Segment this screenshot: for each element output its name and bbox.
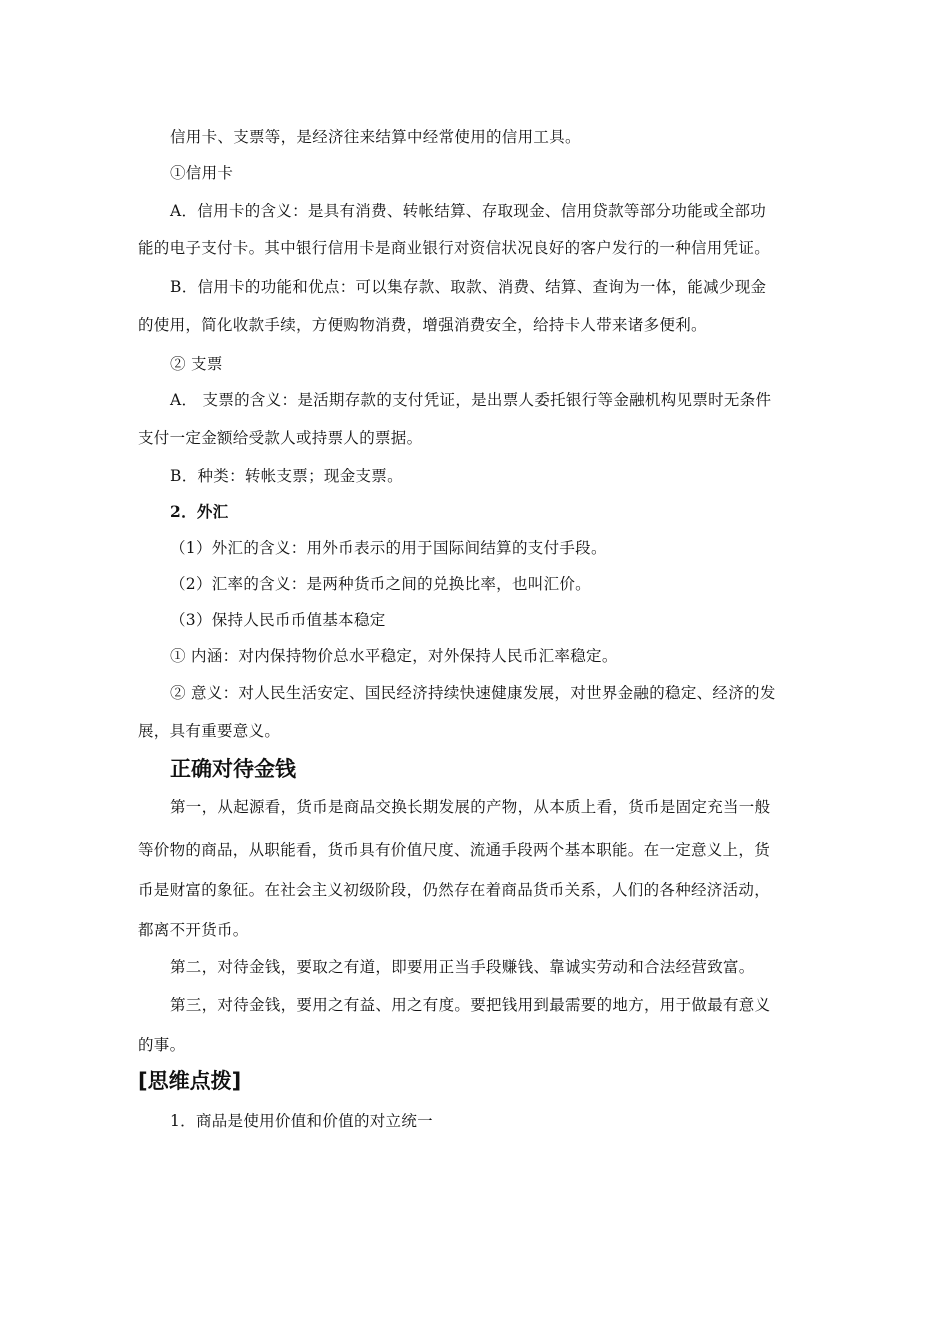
rmb-stability-heading: （3）保持人民币币值基本稳定: [170, 611, 386, 629]
money-third-line2: 的事。: [138, 1036, 186, 1054]
credit-card-definition-line2: 能的电子支付卡。其中银行信用卡是商业银行对资信状况良好的客户发行的一种信用凭证。: [138, 239, 771, 257]
cheque-definition-line1: A． 支票的含义：是活期存款的支付凭证，是出票人委托银行等金融机构见票时无条件: [170, 391, 772, 409]
subheading-credit-card: ①信用卡: [170, 164, 234, 182]
exchange-rate-definition: （2）汇率的含义：是两种货币之间的兑换比率，也叫汇价。: [170, 575, 591, 593]
section-heading-thinking-tips: [思维点拨]: [138, 1069, 242, 1093]
money-second: 第二，对待金钱，要取之有道，即要用正当手段赚钱、靠诚实劳动和合法经营致富。: [170, 958, 755, 976]
rmb-stability-connotation: ① 内涵：对内保持物价总水平稳定，对外保持人民币汇率稳定。: [170, 647, 618, 665]
credit-card-function-line2: 的使用，简化收款手续，方便购物消费，增强消费安全，给持卡人带来诸多便利。: [138, 316, 707, 334]
credit-card-definition-line1: A．信用卡的含义：是具有消费、转帐结算、存取现金、信用贷款等部分功能或全部功: [170, 202, 767, 220]
money-third-line1: 第三，对待金钱，要用之有益、用之有度。要把钱用到最需要的地方，用于做最有意义: [170, 996, 771, 1014]
cheque-types: B．种类：转帐支票；现金支票。: [170, 467, 403, 485]
money-first-line1: 第一，从起源看，货币是商品交换长期发展的产物，从本质上看，货币是固定充当一般: [170, 798, 771, 816]
subheading-foreign-exchange: 2．外汇: [170, 502, 229, 521]
money-first-line3: 币是财富的象征。在社会主义初级阶段，仍然存在着商品货币关系，人们的各种经济活动，: [138, 881, 771, 899]
rmb-stability-significance-line1: ② 意义：对人民生活安定、国民经济持续快速健康发展，对世界金融的稳定、经济的发: [170, 684, 776, 702]
cheque-definition-line2: 支付一定金额给受款人或持票人的票据。: [138, 429, 423, 447]
foreign-exchange-definition: （1）外汇的含义：用外币表示的用于国际间结算的支付手段。: [170, 539, 607, 557]
money-first-line4: 都离不开货币。: [138, 921, 249, 939]
credit-card-function-line1: B．信用卡的功能和优点：可以集存款、取款、消费、结算、查询为一体，能减少现金: [170, 278, 767, 296]
commodity-point: 1．商品是使用价值和价值的对立统一: [170, 1112, 433, 1130]
money-first-line2: 等价物的商品，从职能看，货币具有价值尺度、流通手段两个基本职能。在一定意义上，货: [138, 841, 771, 859]
rmb-stability-significance-line2: 展，具有重要意义。: [138, 722, 281, 740]
subheading-cheque: ② 支票: [170, 355, 223, 373]
paragraph-credit-tools: 信用卡、支票等，是经济往来结算中经常使用的信用工具。: [170, 128, 581, 146]
section-heading-money: 正确对待金钱: [170, 757, 296, 781]
